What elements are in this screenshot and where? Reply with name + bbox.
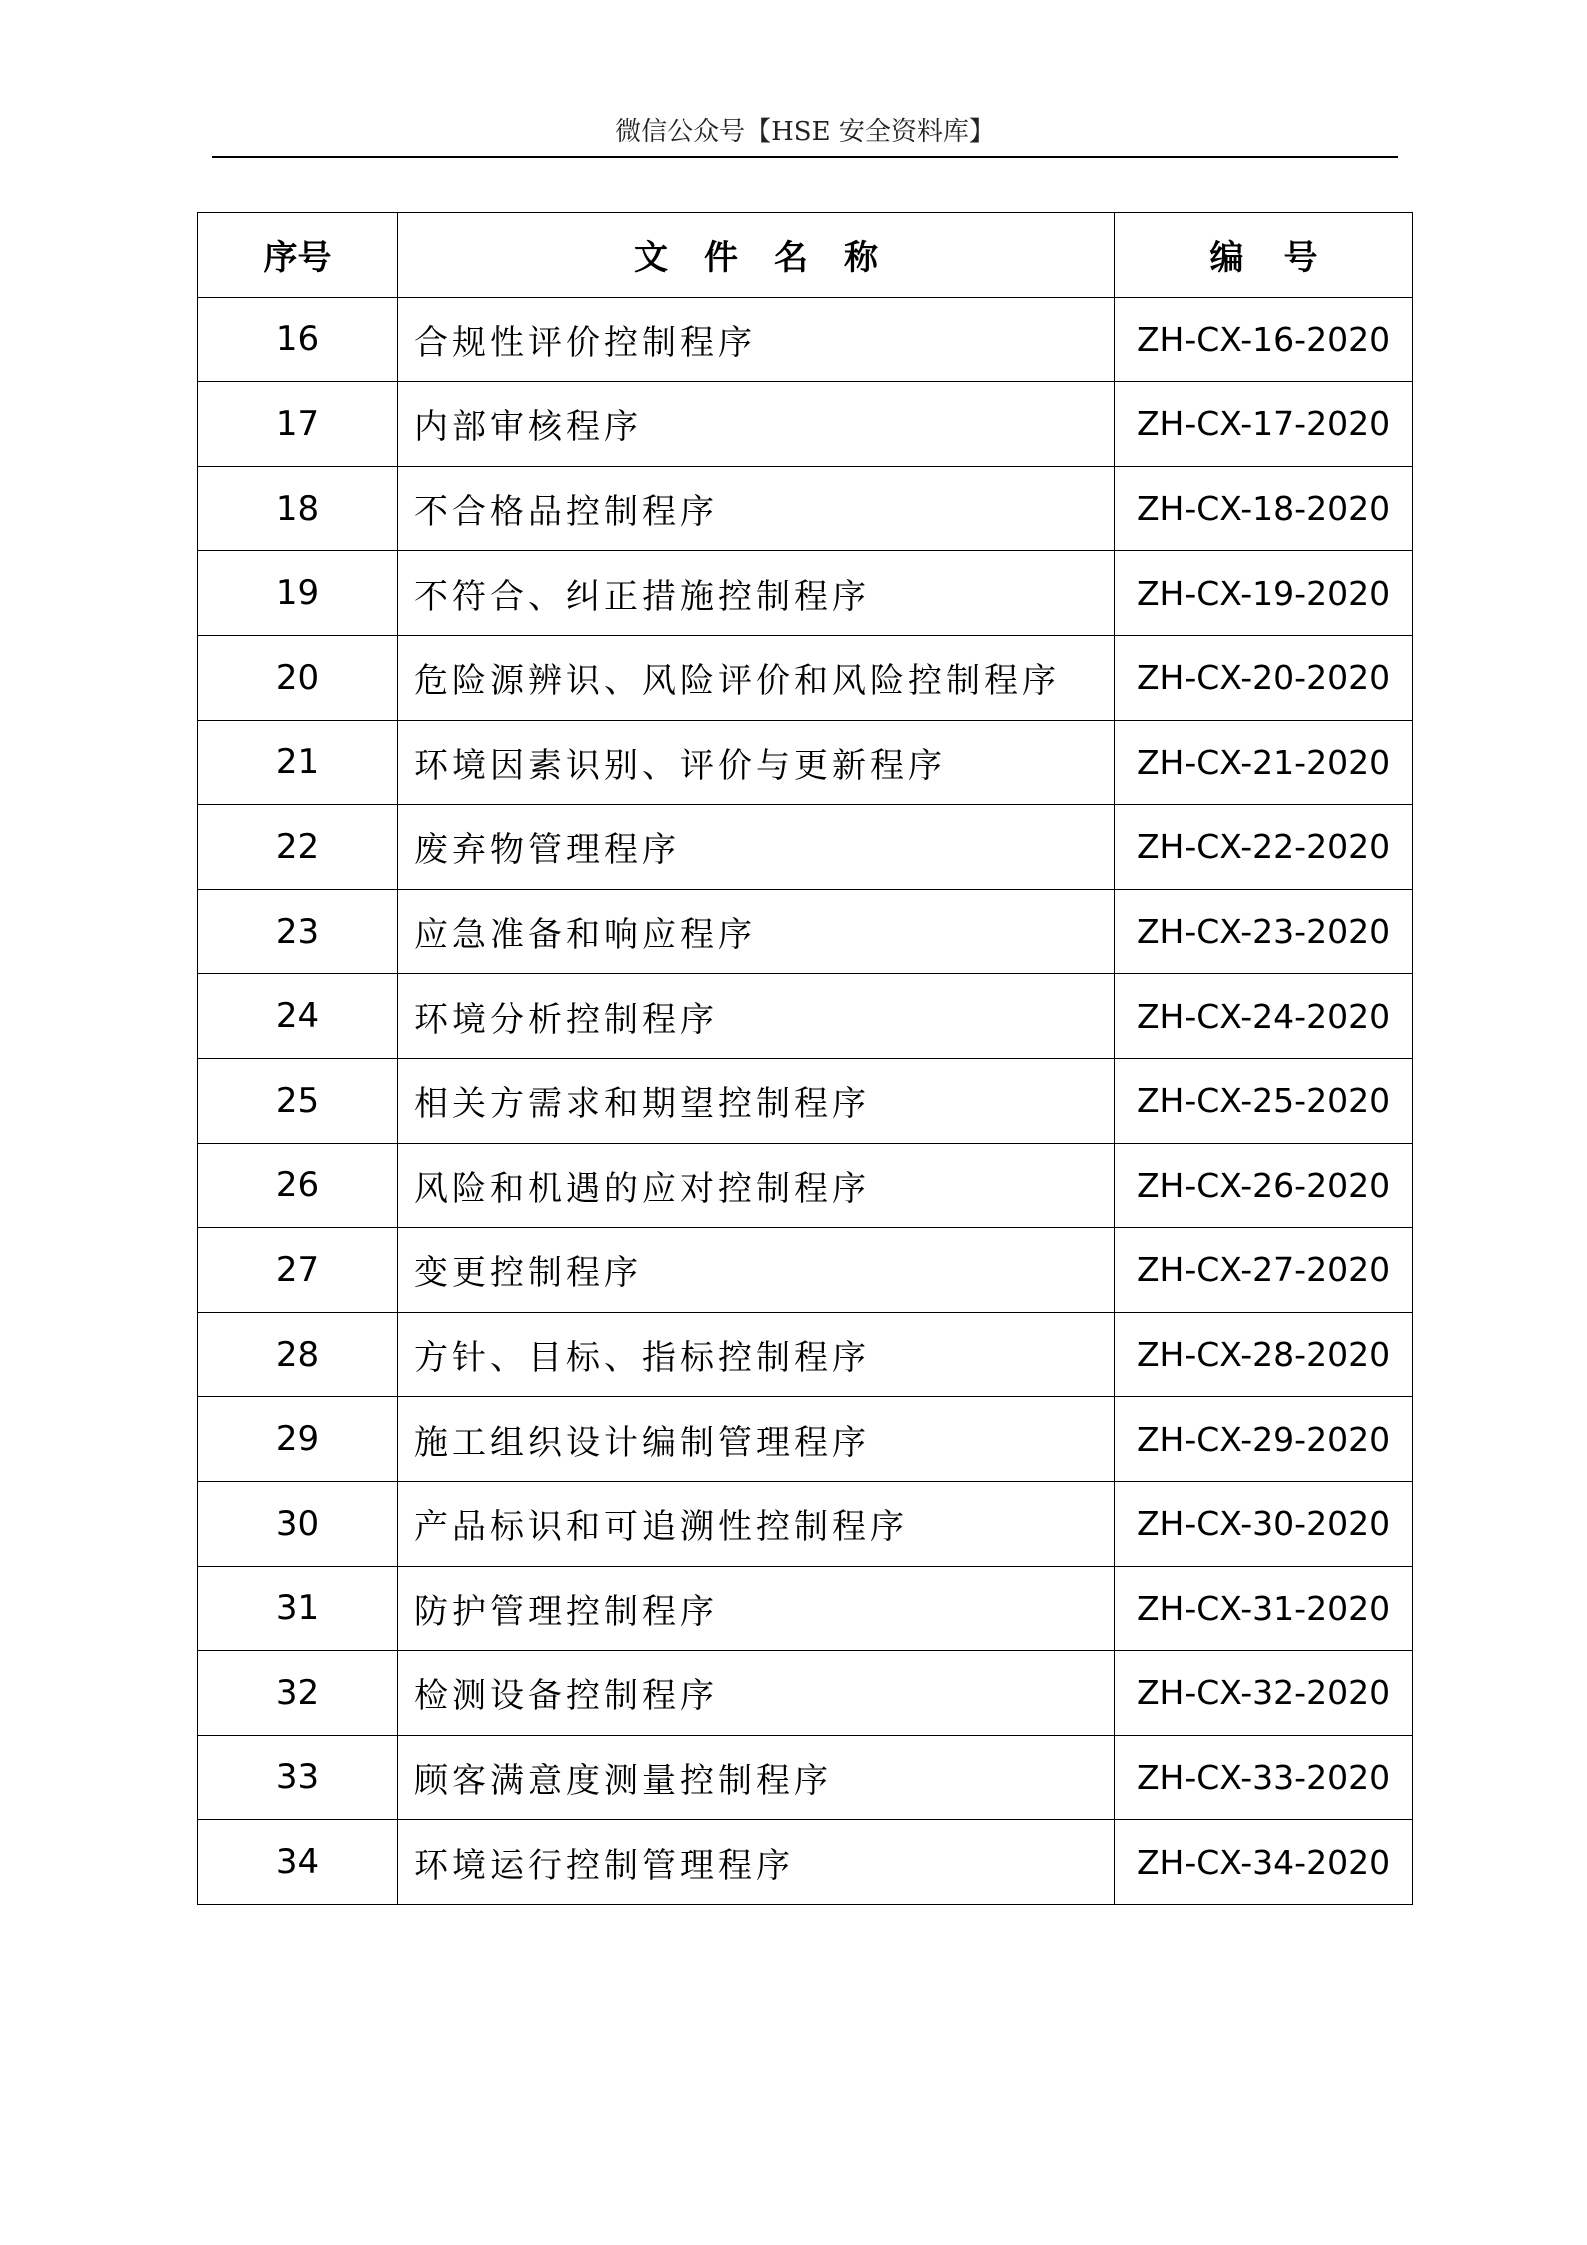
row-name: 环境分析控制程序 bbox=[398, 974, 1115, 1059]
table-header-row bbox=[198, 213, 1413, 298]
column-header-code: 编号 bbox=[1115, 213, 1413, 298]
row-code: ZH-CX-18-2020 bbox=[1115, 466, 1413, 551]
row-code: ZH-CX-28-2020 bbox=[1115, 1312, 1413, 1397]
row-code: ZH-CX-31-2020 bbox=[1115, 1566, 1413, 1651]
row-seq: 17 bbox=[198, 382, 398, 467]
table-row bbox=[198, 720, 1413, 805]
table-row bbox=[198, 297, 1413, 382]
row-code: ZH-CX-22-2020 bbox=[1115, 805, 1413, 890]
row-code: ZH-CX-20-2020 bbox=[1115, 635, 1413, 720]
row-code: ZH-CX-23-2020 bbox=[1115, 889, 1413, 974]
table-row bbox=[198, 1820, 1413, 1905]
table-row bbox=[198, 1058, 1413, 1143]
row-name: 内部审核程序 bbox=[398, 382, 1115, 467]
table-row bbox=[198, 635, 1413, 720]
row-code: ZH-CX-16-2020 bbox=[1115, 297, 1413, 382]
row-code: ZH-CX-26-2020 bbox=[1115, 1143, 1413, 1228]
row-code: ZH-CX-25-2020 bbox=[1115, 1058, 1413, 1143]
row-code: ZH-CX-30-2020 bbox=[1115, 1481, 1413, 1566]
row-seq: 26 bbox=[198, 1143, 398, 1228]
row-seq: 16 bbox=[198, 297, 398, 382]
table-row bbox=[198, 1228, 1413, 1313]
row-name: 不合格品控制程序 bbox=[398, 466, 1115, 551]
row-seq: 31 bbox=[198, 1566, 398, 1651]
table-row bbox=[198, 551, 1413, 636]
row-seq: 21 bbox=[198, 720, 398, 805]
row-seq: 23 bbox=[198, 889, 398, 974]
row-name: 废弃物管理程序 bbox=[398, 805, 1115, 890]
page-header bbox=[212, 112, 1398, 158]
row-name: 产品标识和可追溯性控制程序 bbox=[398, 1481, 1115, 1566]
row-name: 顾客满意度测量控制程序 bbox=[398, 1735, 1115, 1820]
table-row bbox=[198, 382, 1413, 467]
table-row bbox=[198, 1651, 1413, 1736]
row-seq: 32 bbox=[198, 1651, 398, 1736]
row-seq: 28 bbox=[198, 1312, 398, 1397]
row-name: 应急准备和响应程序 bbox=[398, 889, 1115, 974]
column-header-seq: 序号 bbox=[198, 213, 398, 298]
row-seq: 27 bbox=[198, 1228, 398, 1313]
row-name: 相关方需求和期望控制程序 bbox=[398, 1058, 1115, 1143]
row-seq: 22 bbox=[198, 805, 398, 890]
row-name: 检测设备控制程序 bbox=[398, 1651, 1115, 1736]
table-row bbox=[198, 1735, 1413, 1820]
table-row bbox=[198, 1481, 1413, 1566]
row-name: 风险和机遇的应对控制程序 bbox=[398, 1143, 1115, 1228]
table-row bbox=[198, 466, 1413, 551]
table-row bbox=[198, 1566, 1413, 1651]
row-code: ZH-CX-32-2020 bbox=[1115, 1651, 1413, 1736]
table-row bbox=[198, 805, 1413, 890]
row-name: 环境因素识别、评价与更新程序 bbox=[398, 720, 1115, 805]
row-code: ZH-CX-27-2020 bbox=[1115, 1228, 1413, 1313]
header-text: 微信公众号【HSE 安全资料库】 bbox=[615, 117, 995, 147]
row-name: 环境运行控制管理程序 bbox=[398, 1820, 1115, 1905]
row-code: ZH-CX-19-2020 bbox=[1115, 551, 1413, 636]
row-name: 不符合、纠正措施控制程序 bbox=[398, 551, 1115, 636]
table-row bbox=[198, 1312, 1413, 1397]
row-name: 方针、目标、指标控制程序 bbox=[398, 1312, 1115, 1397]
row-code: ZH-CX-17-2020 bbox=[1115, 382, 1413, 467]
row-name: 防护管理控制程序 bbox=[398, 1566, 1115, 1651]
row-name: 危险源辨识、风险评价和风险控制程序 bbox=[398, 635, 1115, 720]
row-code: ZH-CX-33-2020 bbox=[1115, 1735, 1413, 1820]
document-list-table bbox=[197, 212, 1413, 1905]
table-row bbox=[198, 974, 1413, 1059]
row-seq: 33 bbox=[198, 1735, 398, 1820]
table-row bbox=[198, 1143, 1413, 1228]
row-seq: 18 bbox=[198, 466, 398, 551]
row-name: 合规性评价控制程序 bbox=[398, 297, 1115, 382]
row-seq: 29 bbox=[198, 1397, 398, 1482]
row-seq: 30 bbox=[198, 1481, 398, 1566]
table-row bbox=[198, 1397, 1413, 1482]
row-name: 变更控制程序 bbox=[398, 1228, 1115, 1313]
row-code: ZH-CX-34-2020 bbox=[1115, 1820, 1413, 1905]
row-seq: 20 bbox=[198, 635, 398, 720]
row-code: ZH-CX-21-2020 bbox=[1115, 720, 1413, 805]
row-seq: 25 bbox=[198, 1058, 398, 1143]
row-seq: 19 bbox=[198, 551, 398, 636]
row-name: 施工组织设计编制管理程序 bbox=[398, 1397, 1115, 1482]
row-seq: 34 bbox=[198, 1820, 398, 1905]
table-row bbox=[198, 889, 1413, 974]
column-header-name: 文件名称 bbox=[398, 213, 1115, 298]
row-code: ZH-CX-29-2020 bbox=[1115, 1397, 1413, 1482]
row-code: ZH-CX-24-2020 bbox=[1115, 974, 1413, 1059]
row-seq: 24 bbox=[198, 974, 398, 1059]
